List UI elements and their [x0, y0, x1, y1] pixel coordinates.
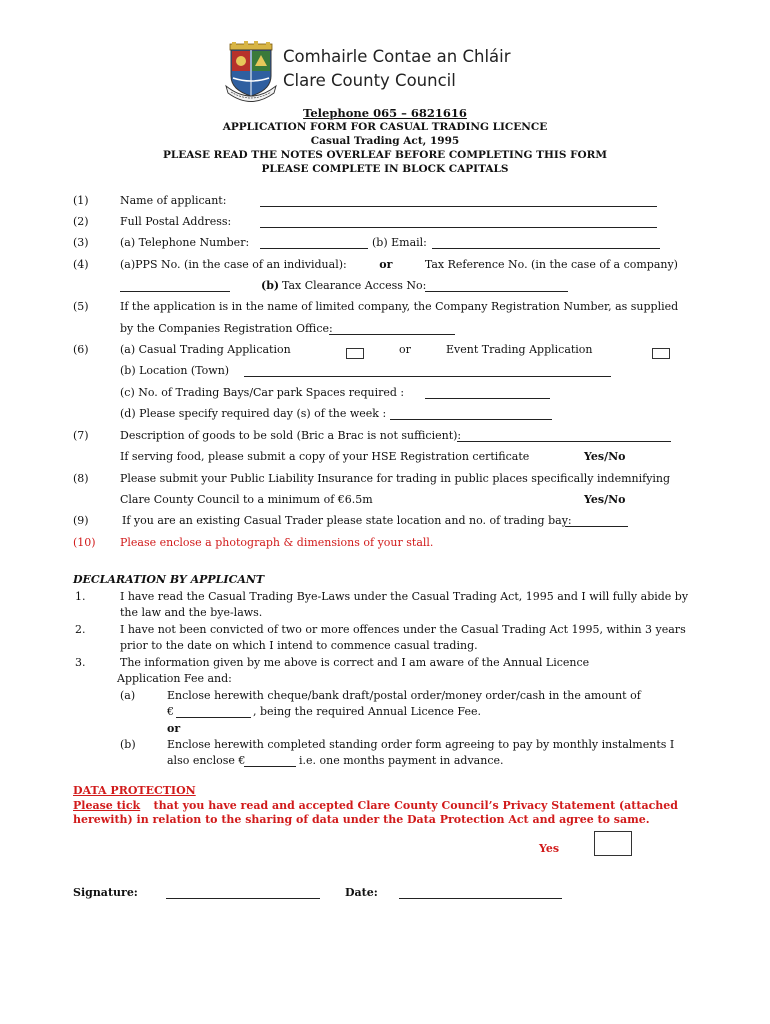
location-label: (b) Location (Town) — [120, 364, 230, 377]
declaration-3-line-1: The information given by me above is correct and I am aware of the Annual Licence — [120, 656, 590, 669]
email-field[interactable] — [432, 248, 660, 249]
item-number: (2) — [73, 215, 89, 228]
tax-clearance-label: Tax Clearance Access No: — [282, 279, 427, 292]
declaration-number: 3. — [75, 656, 86, 669]
name-label: Name of applicant: — [120, 194, 227, 207]
council-name-irish: Comhairle Contae an Chláir — [283, 47, 511, 66]
data-protection-text-1: that you have read and accepted Clare County Council’s Privacy Statement (attached — [153, 799, 678, 812]
monthly-payment-field[interactable] — [244, 766, 296, 767]
option-a-euro: € — [167, 705, 174, 718]
option-b-euro: also enclose € — [167, 754, 246, 767]
option-b-label: (b) — [120, 738, 136, 751]
existing-trader-label: If you are an existing Casual Trader please state location and no. of trading bay: — [122, 514, 572, 527]
data-protection-heading: DATA PROTECTION — [73, 784, 196, 797]
item-number: (4) — [73, 258, 89, 271]
option-a-label: (a) — [120, 689, 136, 702]
option-a-line-2: , being the required Annual Licence Fee. — [253, 705, 481, 718]
form-title: APPLICATION FORM FOR CASUAL TRADING LICENCE — [222, 121, 548, 133]
pps-field[interactable] — [120, 291, 230, 292]
name-field[interactable] — [260, 206, 657, 207]
option-b-line-1: Enclose herewith completed standing order form agreeing to pay by monthly instalments I — [167, 738, 675, 751]
act-title: Casual Trading Act, 1995 — [310, 135, 460, 147]
insurance-yes-no[interactable]: Yes/No — [584, 493, 626, 506]
address-field[interactable] — [260, 227, 657, 228]
email-label: (b) Email: — [372, 236, 427, 249]
pps-label-a: (a)PPS No. (in the case of an individual): — [120, 258, 347, 271]
data-protection-line-1 — [73, 799, 678, 812]
item-number: (3) — [73, 236, 89, 249]
or-label: or — [399, 343, 411, 356]
company-registration-field[interactable] — [329, 334, 455, 335]
item-number: (5) — [73, 300, 89, 313]
declaration-2-line-1: I have not been convicted of two or more offences under the Casual Trading Act 1995, within 3 years — [120, 623, 686, 636]
signature-label: Signature: — [73, 886, 138, 899]
signature-field[interactable] — [166, 898, 320, 899]
capitals-instruction: PLEASE COMPLETE IN BLOCK CAPITALS — [261, 163, 509, 175]
company-text-1: If the application is in the name of limited company, the Company Registration Number, as supplied — [120, 300, 679, 313]
goods-field[interactable] — [457, 441, 671, 442]
please-tick: Please tick — [73, 799, 141, 812]
date-label: Date: — [345, 886, 378, 899]
day-label: (d) Please specify required day (s) of the week : — [120, 407, 387, 420]
casual-trading-checkbox[interactable] — [346, 348, 364, 359]
option-b-line-2: i.e. one months payment in advance. — [299, 754, 504, 767]
telephone-field[interactable] — [260, 248, 368, 249]
telephone-label: (a) Telephone Number: — [120, 236, 250, 249]
bays-field[interactable] — [425, 398, 550, 399]
event-trading-checkbox[interactable] — [652, 348, 670, 359]
goods-label: Description of goods to be sold (Bric a Brac is not sufficient): — [120, 429, 462, 442]
existing-trader-field[interactable] — [565, 526, 628, 527]
event-trading-label: Event Trading Application — [446, 343, 593, 356]
casual-trading-label: (a) Casual Trading Application — [120, 343, 291, 356]
day-field[interactable] — [390, 419, 552, 420]
item-number: (10) — [73, 536, 96, 549]
declaration-1-line-1: I have read the Casual Trading Bye-Laws under the Casual Trading Act, 1995 and I will fully abide by — [120, 590, 689, 603]
notes-instruction: PLEASE READ THE NOTES OVERLEAF BEFORE COMPLETING THIS FORM — [162, 149, 608, 161]
insurance-text-1: Please submit your Public Liability Insurance for trading in public places specifically indemnifying — [120, 472, 671, 485]
licence-fee-field[interactable] — [176, 717, 251, 718]
location-field[interactable] — [244, 376, 611, 377]
item-number: (1) — [73, 194, 89, 207]
declaration-2-line-2: prior to the date on which I intend to commence casual trading. — [120, 639, 478, 652]
tax-clearance-field[interactable] — [425, 291, 568, 292]
item-number: (6) — [73, 343, 89, 356]
yes-label: Yes — [539, 842, 560, 855]
food-yes-no[interactable]: Yes/No — [584, 450, 626, 463]
item-number: (8) — [73, 472, 89, 485]
item-number: (7) — [73, 429, 89, 442]
declaration-1-line-2: the law and the bye-laws. — [120, 606, 263, 619]
insurance-text-2: Clare County Council to a minimum of €6.5m — [120, 493, 373, 506]
food-label: If serving food, please submit a copy of your HSE Registration certificate — [120, 450, 530, 463]
declaration-number: 1. — [75, 590, 86, 603]
tax-clearance-letter: (b) — [261, 279, 280, 292]
crest-icon — [222, 40, 280, 104]
declaration-heading: DECLARATION BY APPLICANT — [73, 573, 265, 586]
pps-or: or — [379, 258, 393, 271]
bays-label: (c) No. of Trading Bays/Car park Spaces required : — [120, 386, 405, 399]
date-field[interactable] — [399, 898, 562, 899]
application-fee-label: Application Fee and: — [117, 672, 232, 685]
option-a-line-1: Enclose herewith cheque/bank draft/postal order/money order/cash in the amount of — [167, 689, 641, 702]
option-or: or — [167, 722, 181, 735]
pps-label-b: Tax Reference No. (in the case of a company) — [424, 258, 678, 271]
declaration-number: 2. — [75, 623, 86, 636]
privacy-consent-checkbox[interactable] — [594, 831, 632, 856]
council-crest — [222, 40, 280, 104]
data-protection-line-2: herewith) in relation to the sharing of data under the Data Protection Act and agree to same. — [73, 813, 650, 826]
council-name-english: Clare County Council — [283, 71, 456, 90]
company-text-2: by the Companies Registration Office: — [120, 322, 333, 335]
photo-instruction: Please enclose a photograph & dimensions of your stall. — [120, 536, 434, 549]
item-number: (9) — [73, 514, 89, 527]
address-label: Full Postal Address: — [120, 215, 232, 228]
pps-label — [120, 258, 678, 271]
telephone: Telephone 065 – 6821616 — [303, 106, 467, 120]
